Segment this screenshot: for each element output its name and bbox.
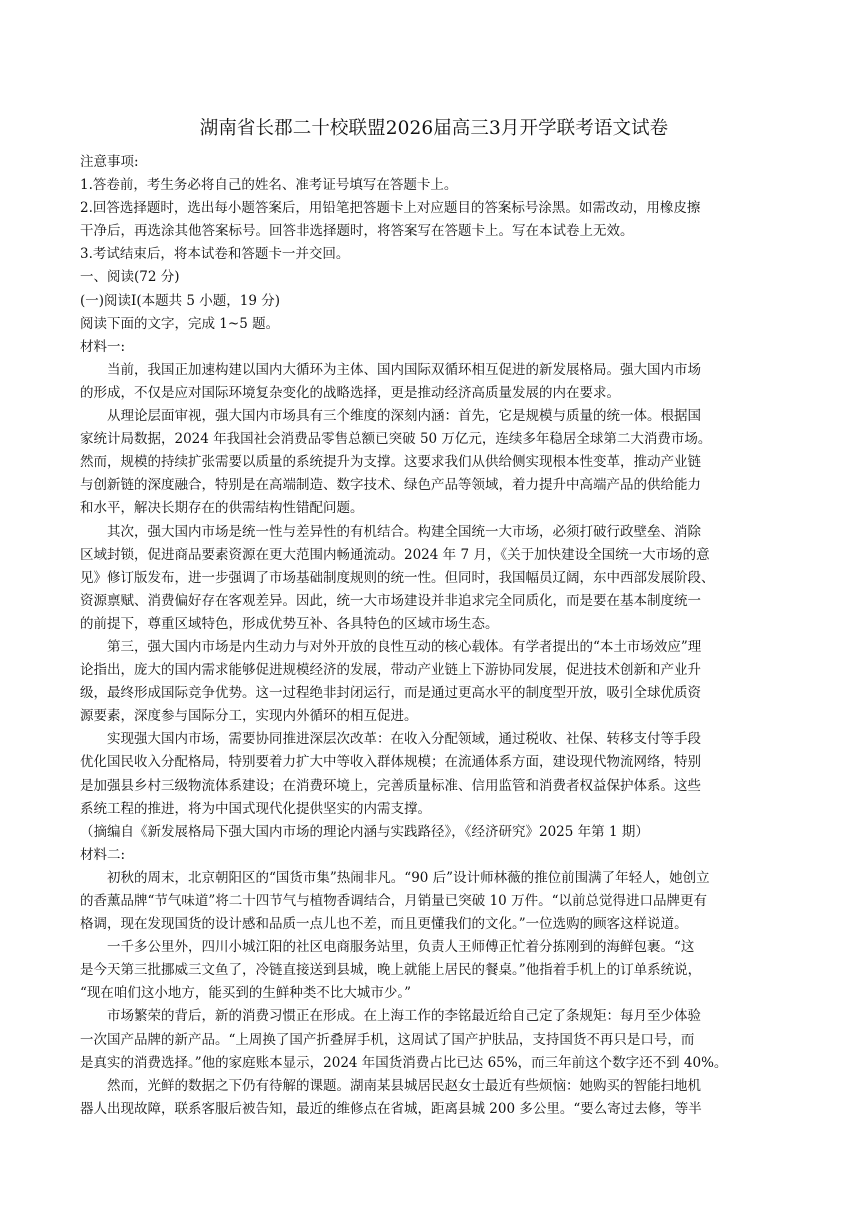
material1-line: 优化国民收入分配格局，特别要着力扩大中等收入群体规模；在流通体系方面，建设现代物流网络，特别 [80, 754, 701, 771]
material1-line: 和水平，解决长期存在的供需结构性错配问题。 [80, 500, 364, 517]
material1-line: 从理论层面审视，强大国内市场具有三个维度的深刻内涵：首先，它是规模与质量的统一体。根据国 [107, 408, 701, 425]
material1-line: 其次，强大国内市场是统一性与差异性的有机结合。构建全国统一大市场，必须打破行政壁垒、消除 [107, 523, 701, 540]
material1-line: 资源禀赋、消费偏好存在客观差异。因此，统一大市场建设并非追求完全同质化，而是要在基本制度统一 [80, 592, 701, 609]
notice-heading: 注意事项: [80, 154, 139, 170]
material2-line: 市场繁荣的背后，新的消费习惯正在形成。在上海工作的李铭最近给自己定了条规矩：每月至少体验 [107, 1008, 701, 1025]
material1-line: 实现强大国内市场，需要协同推进深层次改革：在收入分配领域，通过税收、社保、转移支付等手段 [107, 731, 701, 748]
material2-line: 是今天第三批挪威三文鱼了，冷链直接送到县城，晚上就能上居民的餐桌。”他指着手机上的订单系统说， [80, 962, 702, 979]
material1-line: 级，最终形成国际竞争优势。这一过程绝非封闭运行，而是通过更高水平的制度型开放，吸引全球优质资 [80, 685, 701, 702]
material1-line: 第三，强大国内市场是内生动力与对外开放的良性互动的核心载体。有学者提出的“本土市场效应”理 [107, 638, 702, 655]
material1-line: 然而，规模的持续扩张需要以质量的系统提升为支撑。这要求我们从供给侧实现根本性变革，推动产业链 [80, 454, 701, 471]
material2-label: 材料二: [80, 846, 126, 863]
material1-line: 当前，我国正加速构建以国内大循环为主体、国内国际双循环相互促进的新发展格局。强大国内市场 [107, 361, 701, 378]
notice-item-2-cont: 干净后，再选涂其他答案标号。回答非选择题时，将答案写在答题卡上。写在本试卷上无效。 [80, 223, 634, 240]
material2-line: 一次国产品牌的新产品。“上周换了国产折叠屏手机，这周试了国产护肤品，支持国货不再只是口号，而 [80, 1031, 695, 1048]
notice-item-2: 2.回答选择题时，选出每小题答案后，用铅笔把答题卡上对应题目的答案标号涂黑。如需改动，用橡皮擦 [80, 200, 701, 217]
notice-item-3: 3.考试结束后，将本试卷和答题卡一并交回。 [80, 246, 350, 263]
material1-line: 源要素，深度参与国际分工，实现内外循环的相互促进。 [80, 708, 418, 725]
section-heading: 一、阅读(72 分) [80, 269, 180, 286]
material2-line: 是真实的消费选择。”他的家庭账本显示，2024 年国货消费占比已达 65%，而三年前这个数字还不到 40%。 [80, 1054, 728, 1071]
notice-item-1: 1.答卷前，考生务必将自己的姓名、准考证号填写在答题卡上。 [80, 177, 458, 194]
material2-line: 一千多公里外，四川小城江阳的社区电商服务站里，负责人王师傅正忙着分拣刚到的海鲜包裹。“这 [107, 939, 695, 956]
material1-source: （摘编自《新发展格局下强大国内市场的理论内涵与实践路径》，《经济研究》2025 年第 1 期） [80, 823, 649, 840]
material1-label: 材料一: [80, 338, 126, 355]
exam-content [80, 151, 792, 1121]
material2-line: 器人出现故障，联系客服后被告知，最近的维修点在省城，距离县城 200 多公里。“要么寄过去修，等半 [80, 1100, 702, 1117]
material2-line: 然而，光鲜的数据之下仍有待解的课题。湖南某县城居民赵女士最近有些烦恼：她购买的智能扫地机 [107, 1077, 701, 1094]
material2-line: 格调，现在发现国货的设计感和品质一点儿也不差，而且更懂我们的文化。”一位选购的顾客这样说道。 [80, 916, 688, 933]
material1-line: 的形成，不仅是应对国际环境复杂变化的战略选择，更是推动经济高质量发展的内在要求。 [80, 384, 620, 401]
material1-line: 是加强县乡村三级物流体系建设；在消费环境上，完善质量标准、信用监管和消费者权益保护体系。这些 [80, 777, 701, 794]
material1-line: 区域封锁，促进商品要素资源在更大范围内畅通流动。2024 年 7 月，《关于加快建设全国统一大市场的意 [80, 546, 710, 563]
section-instruction: 阅读下面的文字，完成 1~5 题。 [80, 315, 280, 332]
material1-line: 的前提下，尊重区域特色，形成优势互补、各具特色的区域市场生态。 [80, 615, 499, 632]
material1-line: 见》修订版发布，进一步强调了市场基础制度规则的统一性。但同时，我国幅员辽阔，东中西部发展阶段、 [80, 569, 715, 586]
material2-line: “现在咱们这小地方，能买到的生鲜种类不比大城市少。” [80, 985, 412, 1002]
exam-title: 湖南省长郡二十校联盟2026届高三3月开学联考语文试卷 [199, 118, 669, 139]
material2-line: 初秋的周末，北京朝阳区的“国货市集”热闹非凡。“90 后”设计师林薇的推位前围满了年轻人，她创立 [107, 869, 710, 886]
material1-line: 系统工程的推进，将为中国式现代化提供坚实的内需支撑。 [80, 800, 431, 817]
section-subheading: (一)阅读Ⅰ(本题共 5 小题，19 分) [80, 292, 281, 309]
material1-line: 与创新链的深度融合，特别是在高端制造、数字技术、绿色产品等领域，着力提升中高端产品的供给能力 [80, 477, 701, 494]
material2-line: 的香薰品牌“节气味道”将二十四节气与植物香调结合，月销量已突破 10 万件。“以前总觉得进口品牌更有 [80, 893, 707, 909]
material1-line: 论指出，庞大的国内需求能够促进规模经济的发展，带动产业链上下游协同发展，促进技术创新和产业升 [80, 662, 701, 679]
material1-line: 家统计局数据，2024 年我国社会消费品零售总额已突破 50 万亿元，连续多年稳居全球第二大消费市场。 [80, 431, 712, 448]
